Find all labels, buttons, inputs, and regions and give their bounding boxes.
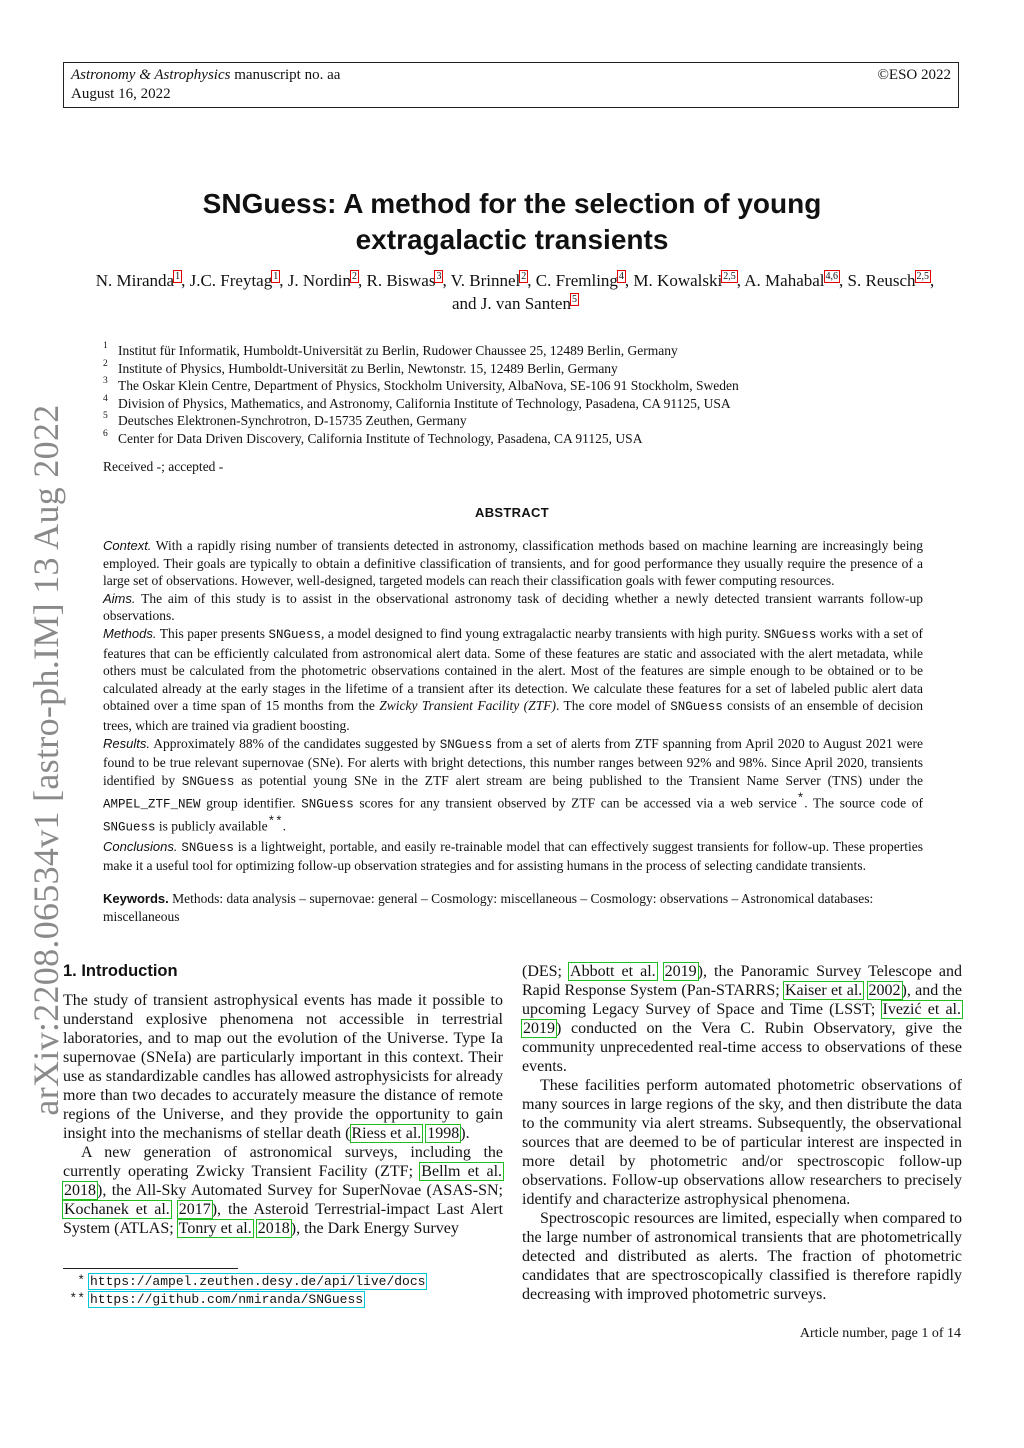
affiliation-ref[interactable]: 3 — [436, 271, 442, 283]
author: V. Brinnel$^2$ — [450, 271, 527, 290]
citation-link[interactable]: Bellm et al. — [421, 1163, 503, 1180]
paper-title — [160, 186, 864, 258]
intro-paragraph-4: Spectroscopic resources are limited, especially when compared to the large number of astronomical transients that are photometrically detected and distributed as alerts. The fraction of photometric candidates that are spectroscopically classified is therefore rapidly decreasing with improved photometric surveys. — [522, 1210, 962, 1303]
affiliation: 4 Division of Physics, Mathematics, and Astronomy, California Institute of Technology, Pasadena, CA 91125, USA — [103, 393, 731, 411]
footnotes — [63, 1272, 483, 1308]
abstract-context: Context. With a rapidly rising number of transients detected in astronomy, classification methods based on machine learning are increasingly being employed. Their goals are typically to obtain a definitive classification of transients, and for good performance they usually require the presence of a large set of observations. However, well-designed, targeted models can reach their classification goals with fewer computing resources. — [103, 538, 923, 589]
author: N. Miranda$^1$ — [95, 271, 181, 290]
author: J. van Santen$^5$ — [480, 294, 577, 313]
author-list: N. Miranda$^1$, J.C. Freytag$^1$, J. Nordin$^2$, R. Biswas$^3$, V. Brinnel$^2$, C. Fremling$^4$, M. Kowalski$^{2,5}$, A. Mahabal$^{4,6}$, S. Reusch$^{2,5}$, and J. van Santen$^5$ — [95, 271, 935, 313]
citation-link[interactable]: 2019 — [523, 1020, 555, 1037]
abstract-body — [103, 537, 923, 875]
author: C. Fremling$^4$ — [535, 271, 624, 290]
received-date: Received -; accepted - — [103, 459, 224, 474]
title-line-2: extragalactic transients — [355, 224, 669, 255]
affiliation-ref[interactable]: 1 — [273, 271, 279, 283]
left-column — [63, 962, 503, 1238]
author: R. Biswas$^3$ — [366, 271, 442, 290]
title-line-1: SNGuess: A method for the selection of young — [202, 188, 822, 219]
abstract-methods: Methods. This paper presents SNGuess, a model designed to find young extragalactic nearby transients with high purity. SNGuess works with a set of features that can be efficiently calculated from astronomical alert data. Some of these features are static and associated with the alert metadata, while others must be calculated from the photometric observations contained in the alert. Most of the features are simple enough to be obtained or to be calculated already at the early stages in the lifetime of a transient after its detection. We calculate these features for a set of labeled public alert data obtained over a time span of 15 months from the Zwicky Transient Facility (ZTF). The core model of SNGuess consists of an ensemble of decision trees, which are trained via gradient boosting. — [103, 625, 924, 733]
citation-link[interactable]: Abbott et al. — [570, 963, 656, 980]
footnote-url[interactable]: https://github.com/nmiranda/SNGuess — [90, 1292, 364, 1307]
author: J.C. Freytag$^1$ — [189, 271, 279, 290]
affiliation: 2 Institute of Physics, Humboldt-Universität zu Berlin, Newtonstr. 15, 12489 Berlin, Germany — [103, 358, 618, 376]
affiliation-ref[interactable]: 4,6 — [825, 271, 839, 283]
affiliation-ref[interactable]: 2 — [352, 271, 357, 283]
citation-link[interactable]: Ivezić et al. — [882, 1001, 961, 1018]
abstract-results: Results. Approximately 88% of the candidates suggested by SNGuess from a set of alerts from ZTF spanning from April 2020 to August 2021 were found to be true relevant supernovae (SNe). For alerts with bright detections, this number ranges between 92% and 98%. Since April 2020, transients identified by SNGuess as potential young SNe in the ZTF alert stream are being published to the Transient Name Server (TNS) under the AMPEL_ZTF_NEW group identifier. SNGuess scores for any transient observed by ZTF can be accessed via a web service*. The source code of SNGuess is publicly available**. — [103, 735, 924, 835]
citation-link[interactable]: 2017 — [178, 1201, 211, 1218]
right-column — [522, 962, 962, 1304]
footnote: ** https://github.com/nmiranda/SNGuess — [69, 1291, 364, 1307]
affiliation-ref[interactable]: 2,5 — [723, 271, 736, 283]
citation-link[interactable]: 1998 — [427, 1125, 460, 1142]
keywords — [103, 890, 923, 925]
affiliation: 1 Institut für Informatik, Humboldt-Universität zu Berlin, Rudower Chaussee 25, 12489 Berlin, Germany — [103, 341, 678, 358]
author: S. Reusch$^{2,5}$ — [847, 271, 930, 290]
page-number: Article number, page 1 of 14 — [799, 1326, 961, 1341]
citation-link[interactable]: 2018 — [257, 1220, 290, 1237]
intro-paragraph-1: The study of transient astrophysical events has made it possible to understand explosive phenomena not accessible in terrestrial laboratories, and to map out the evolution of the Universe. Type Ia supernovae (SNeIa) are particularly important in this context. Their use as standardizable candles has allowed astrophysicists for already more than two decades to accurately measure the distance of remote regions of the Universe, and they provide the opportunity to gain insight into the mechanisms of stellar death (Riess et al. 1998). — [63, 992, 503, 1142]
keywords-text: Methods: data analysis – supernovae: general – Cosmology: miscellaneous – Cosmology: observations – Astronomical databases: miscellaneous — [103, 891, 874, 924]
footnote-rule — [63, 1268, 238, 1269]
author: J. Nordin$^2$ — [287, 271, 357, 290]
citation-link[interactable]: Kochanek et al. — [64, 1201, 170, 1218]
affiliation-ref[interactable]: 5 — [571, 294, 577, 306]
footnote-url[interactable]: https://ampel.zeuthen.desy.de/api/live/docs — [90, 1274, 426, 1289]
intro-paragraph-2-cont: (DES; Abbott et al. 2019), the Panoramic Survey Telescope and Rapid Response System (Pan-STARRS; Kaiser et al. 2002), and the upcoming Legacy Survey of Space and Time (LSST; Ivezić et al. 2019) conducted on the Vera C. Rubin Observatory, give the community unprecedented real-time access to observations of these events. — [522, 963, 962, 1075]
citation-link[interactable]: Tonry et al. — [178, 1220, 252, 1237]
citation-link[interactable]: Riess et al. — [351, 1125, 422, 1142]
affiliation-ref[interactable]: 1 — [175, 271, 181, 283]
author: M. Kowalski$^{2,5}$ — [633, 271, 736, 290]
affiliation: 6 Center for Data Driven Discovery, California Institute of Technology, Pasadena, CA 91125, USA — [103, 428, 643, 446]
author-conjunction: and — [452, 294, 477, 313]
affiliation: 3 The Oskar Klein Centre, Department of Physics, Stockholm University, AlbaNova, SE-106 91 Stockholm, Sweden — [103, 376, 739, 393]
abstract-aims: Aims. The aim of this study is to assist in the observational astronomy task of deciding whether a newly detected transient warrants follow-up observations. — [103, 590, 923, 624]
manuscript-header — [63, 62, 959, 108]
abstract-heading: ABSTRACT — [475, 505, 549, 520]
author: A. Mahabal$^{4,6}$ — [744, 271, 839, 290]
footnote-mark[interactable]: * — [796, 792, 805, 807]
citation-link[interactable]: Kaiser et al. — [784, 982, 863, 999]
citation-link[interactable]: 2018 — [64, 1182, 96, 1199]
affiliation-ref[interactable]: 2 — [521, 271, 527, 283]
intro-paragraph-3: These facilities perform automated photometric observations of many sources in large regions of the sky, and then distribute the data to the community via alert streams. Subsequently, the observational sources that are deemed to be of particular interest are inspected in more detail by photometric and/or spectroscopic follow-up observations. Follow-up observations allow researchers to precisely identify and characterize astrophysical phenomena. — [522, 1077, 962, 1208]
manuscript-label: manuscript no. aa — [230, 67, 341, 83]
abstract-conclusions: Conclusions. SNGuess is a lightweight, portable, and easily re-trainable model that can effectively suggest transients for follow-up. These properties make it a useful tool for optimizing follow-up observation strategies and for assisting humans in the process of selecting candidate transients. — [103, 838, 924, 874]
keywords-label: Keywords. — [103, 891, 169, 906]
manuscript-date: August 16, 2022 — [71, 86, 171, 102]
journal-name: Astronomy & Astrophysics — [71, 67, 231, 83]
footnote: * https://ampel.zeuthen.desy.de/api/live/docs — [77, 1273, 426, 1289]
footnote-mark[interactable]: ** — [267, 815, 283, 830]
affiliation-ref[interactable]: 4 — [618, 271, 624, 283]
intro-paragraph-2: A new generation of astronomical surveys, including the currently operating Zwicky Transient Facility (ZTF; Bellm et al. 2018), the All-Sky Automated Survey for SuperNovae (ASAS-SN; Kochanek et al. 2017), the Asteroid Terrestrial-impact Last Alert System (ATLAS; Tonry et al. 2018), the Dark Energy Survey — [63, 1144, 504, 1237]
copyright: ©ESO 2022 — [877, 67, 951, 83]
citation-link[interactable]: 2002 — [868, 982, 901, 999]
citation-link[interactable]: 2019 — [664, 963, 697, 980]
arxiv-identifier: arXiv:2208.06534v1 [astro-ph.IM] 13 Aug 2022 — [26, 404, 66, 1116]
affiliation-ref[interactable]: 2,5 — [916, 271, 930, 283]
section-heading: 1. Introduction — [63, 962, 178, 980]
affiliation-list — [103, 342, 933, 447]
affiliation: 5 Deutsches Elektronen-Synchrotron, D-15735 Zeuthen, Germany — [103, 411, 467, 428]
